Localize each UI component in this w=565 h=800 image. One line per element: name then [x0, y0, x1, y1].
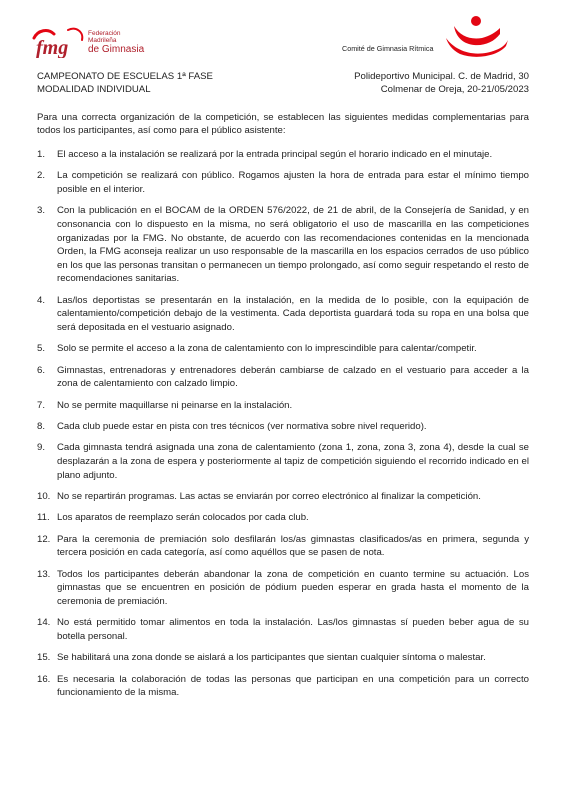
rule-text: Todos los participantes deberán abandonar la zona de competición en cuanto termine su actuación. Los gimnastas que se encuentren en posición de pódium pueden esperar en grada hasta el momento de la ceremonia de premiación. — [57, 568, 529, 607]
rule-number: 5. — [37, 343, 46, 355]
rule-text: Los aparatos de reemplazo serán colocados por cada club. — [57, 512, 309, 524]
rule-number: 16. — [37, 673, 51, 685]
svg-text:fmg: fmg — [36, 37, 69, 58]
rule-number: 6. — [37, 364, 46, 376]
fmg-logo-icon — [28, 24, 86, 58]
federation-line1: Federación Madrileña — [88, 30, 121, 45]
rhythmic-gymnastics-logo-icon — [440, 14, 512, 58]
rule-item — [37, 490, 529, 504]
rule-number: 10. — [37, 491, 51, 503]
venue-info — [354, 70, 529, 96]
rule-number: 13. — [37, 568, 51, 580]
rule-text: La competición se realizará con público. Rogamos ajusten la hora de entrada para estar el mínimo tiempo posible en el interior. — [57, 170, 529, 195]
rule-item — [37, 533, 529, 560]
rule-text: Cada gimnasta tendrá asignada una zona de calentamiento (zona 1, zona, zona 3, zona 4), desde la cual se desplazarán a la zona de espera y posteriormente al tapiz de competición siguiendo el recorrido indicado en el plano adjunto. — [57, 442, 529, 481]
rule-number: 9. — [37, 442, 46, 454]
event-location-date: Colmenar de Oreja, 20-21/05/2023 — [380, 84, 529, 95]
rule-item — [37, 204, 529, 286]
rule-text: Solo se permite el acceso a la zona de calentamiento con lo imprescindible para calentar/competir. — [57, 343, 477, 355]
event-info — [37, 70, 213, 96]
rule-text: Gimnastas, entrenadoras y entrenadores deberán cambiarse de calzado en el vestuario para acceder a la zona de calentamiento con calzado limpio. — [57, 364, 529, 390]
rule-item — [37, 169, 529, 196]
rule-number: 4. — [37, 294, 46, 306]
event-modality: MODALIDAD INDIVIDUAL — [37, 84, 151, 95]
rule-number: 15. — [37, 652, 51, 664]
rule-number: 14. — [37, 617, 51, 629]
rule-text: No está permitido tomar alimentos en toda la instalación. Las/los gimnastas sí pueden beber agua de su botella personal. — [57, 617, 529, 642]
rule-text: El acceso a la instalación se realizará por la entrada principal según el horario indicado en el minutaje. — [57, 149, 493, 160]
rule-number: 8. — [37, 421, 46, 433]
event-venue: Polideportivo Municipal. C. de Madrid, 30 — [354, 71, 529, 82]
rule-number: 12. — [37, 533, 51, 545]
rules-list — [37, 148, 529, 708]
rule-number: 11. — [37, 512, 50, 524]
rule-text: No se repartirán programas. Las actas se enviarán por correo electrónico al finalizar la competición. — [57, 491, 481, 503]
rule-item — [37, 651, 529, 665]
rule-text: No se permite maquillarse ni peinarse en la instalación. — [57, 399, 293, 411]
rule-number: 3. — [37, 205, 46, 217]
rule-item — [37, 148, 529, 162]
rule-text: Es necesaria la colaboración de todas las personas que participan en una competición para un correcto funcionamiento de la misma. — [57, 673, 529, 699]
rule-text: Cada club puede estar en pista con tres técnicos (ver normativa sobre nivel requerido). — [57, 421, 427, 433]
rule-text: Para la ceremonia de premiación solo desfilarán los/as gimnastas clasificados/as en primera, segunda y tercera posición en cada categoría, así como aquéllos que se pasen de nota. — [57, 533, 529, 559]
rule-item — [37, 399, 529, 413]
rule-text: Se habilitará una zona donde se aislará a los participantes que sientan cualquier síntoma o malestar. — [57, 652, 486, 664]
rule-item — [37, 364, 529, 391]
rule-number: 1. — [37, 149, 46, 160]
federation-line2: de Gimnasia — [88, 44, 145, 56]
rule-text: Las/los deportistas se presentarán en la instalación, en la medida de lo posible, con la equipación de calentamiento/competición debajo de la vestimenta. Cada deportista guardará toda su ropa en una bolsa que será depositada en el vestuario asignado. — [57, 294, 529, 333]
rule-item — [37, 441, 529, 482]
rule-item — [37, 568, 529, 609]
intro-paragraph: Para una correcta organización de la competición, se establecen las siguientes medidas complementarias para todos los participantes, así como para el público asistente: — [37, 112, 529, 137]
rule-item — [37, 673, 529, 700]
committee-name: Comité de Gimnasia Rítmica — [342, 44, 434, 53]
rule-number: 7. — [37, 399, 46, 411]
rule-number: 2. — [37, 170, 46, 182]
rule-item — [37, 616, 529, 643]
event-title: CAMPEONATO DE ESCUELAS 1ª FASE — [37, 71, 213, 82]
federation-name — [88, 30, 148, 55]
rule-item — [37, 420, 529, 434]
federation-logo — [28, 24, 148, 58]
rule-text: Con la publicación en el BOCAM de la ORDEN 576/2022, de 21 de abril, de la Consejería de Sanidad, y en consonancia con lo dispuesto en la misma, no será obligatorio el uso de mascarilla en las competiciones organizadas por la FMG. No obstante, de acuerdo con las recomendaciones contenidas en la mencionada Orden, la FMG aconseja realizar un uso responsable de la mascarilla en los espacios cerrados de uso público en los que las personas transitan o permanecen un tiempo prolongado, así como seguir respetando el resto de recomendaciones sanitarias. — [57, 205, 529, 285]
rule-item — [37, 511, 529, 525]
rule-item — [37, 294, 529, 335]
rule-item — [37, 342, 529, 356]
